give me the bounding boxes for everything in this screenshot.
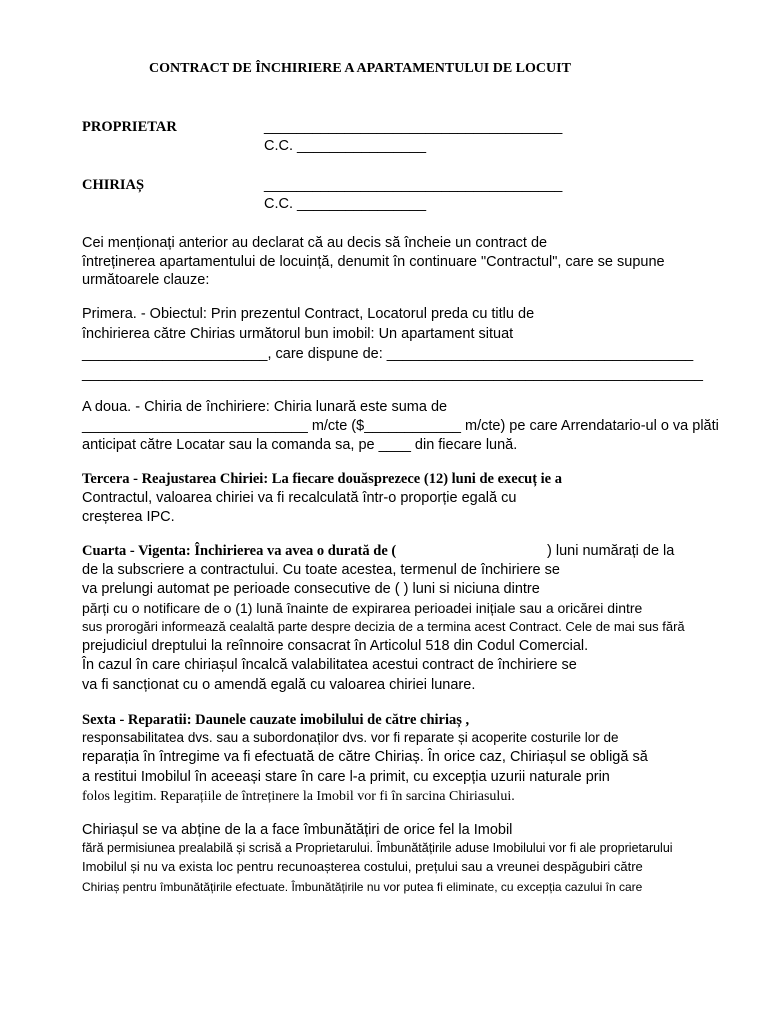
clause-line: închirierea către Chirias următorul bun imobil: Un apartament situat <box>82 326 514 342</box>
clause-line: de la subscriere a contractului. Cu toate acestea, termenul de închiriere se <box>82 562 560 578</box>
tenant-name-blank: _____________________________________ <box>264 177 563 193</box>
owner-cc-blank: C.C. ________________ <box>264 138 427 154</box>
clause-line: va prelungi automat pe perioade consecutive de ( ) luni si niciuna dintre <box>82 581 540 597</box>
clause-line: ____________________________ m/cte ($____________ m/cte) pe care Arrendatario-ul o va plăti <box>82 418 719 434</box>
clause-line: _____________________________________________________________________________ <box>82 366 703 382</box>
clause-line: prejudiciul dreptului la reînnoire consacrat în Articolul 518 din Codul Comercial. <box>82 638 589 654</box>
clause-line: folos legitim. Reparațiile de întreținere la Imobil vor fi în sarcina Chiriasului. <box>82 789 515 804</box>
intro-line: Cei menționați anterior au declarat că au decis să încheie un contract de <box>82 235 548 251</box>
clause-line: sus prorogări informează cealaltă parte despre decizia de a termina acest Contract. Cele de mai sus fără <box>82 619 685 634</box>
clause-line: a restitui Imobilul în aceeași stare în care l-a primit, cu excepția uzurii naturale prin <box>82 769 610 785</box>
clause-line: va fi sancționat cu o amendă egală cu valoarea chiriei lunare. <box>82 677 476 693</box>
clause-line: fără permisiunea prealabilă și scrisă a Proprietarului. Îmbunătățirile aduse Imobilului vor fi ale proprietarului <box>82 841 673 855</box>
clause-line: Primera. - Obiectul: Prin prezentul Contract, Locatorul preda cu titlu de <box>82 306 535 322</box>
intro-line: următoarele clauze: <box>82 272 210 288</box>
clause-line: părți cu o notificare de o (1) lună înainte de expirarea perioadei inițiale sau a oricărei dintre <box>82 600 643 616</box>
clause-line: În cazul în care chiriașul încalcă valabilitatea acestui contract de închiriere se <box>82 657 577 673</box>
document-title: CONTRACT DE ÎNCHIRIERE A APARTAMENTULUI DE LOCUIT <box>149 61 571 76</box>
intro-line: întreținerea apartamentului de locuință, denumit în continuare "Contractul", care se supune <box>82 254 665 270</box>
clause-line: anticipat către Locatar sau la comanda sa, pe ____ din fiecare lună. <box>82 437 518 453</box>
clause-line: Chiriașul se va abține de la a face îmbunătățiri de orice fel la Imobil <box>82 822 513 838</box>
clause-line: reparația în întregime va fi efectuată de către Chiriaș. În orice caz, Chiriașul se obligă să <box>82 749 648 765</box>
owner-label: PROPRIETAR <box>82 119 177 135</box>
clause-line: creșterea IPC. <box>82 509 175 525</box>
clause-heading-tail: ) luni numărați de la <box>547 543 675 559</box>
clause-line: Contractul, valoarea chiriei va fi recalculată într-o proporție egală cu <box>82 490 517 506</box>
clause-line: Chiriaș pentru îmbunătățirile efectuate. Îmbunătățirile nu vor putea fi eliminate, cu excepția cazului în care <box>82 880 643 894</box>
tenant-cc-blank: C.C. ________________ <box>264 196 427 212</box>
owner-name-blank: _____________________________________ <box>264 119 563 135</box>
tenant-label: CHIRIAȘ <box>82 177 145 193</box>
clause-heading: Tercera - Reajustarea Chiriei: La fiecare douăsprezece (12) luni de execuț ie a <box>82 471 562 487</box>
clause-line: _______________________, care dispune de: ______________________________________ <box>82 346 694 362</box>
clause-line: A doua. - Chiria de închiriere: Chiria lunară este suma de <box>82 399 448 415</box>
clause-line: Imobilul și nu va exista loc pentru recunoașterea costului, prețului sau a vreunei despăgubiri către <box>82 859 643 874</box>
clause-heading: Cuarta - Vigenta: Închirierea va avea o durată de ( <box>82 543 397 559</box>
clause-line: responsabilitatea dvs. sau a subordonaților dvs. vor fi reparate și acoperite costurile lor de <box>82 730 619 745</box>
clause-heading: Sexta - Reparatii: Daunele cauzate imobilului de către chiriaș , <box>82 712 470 728</box>
